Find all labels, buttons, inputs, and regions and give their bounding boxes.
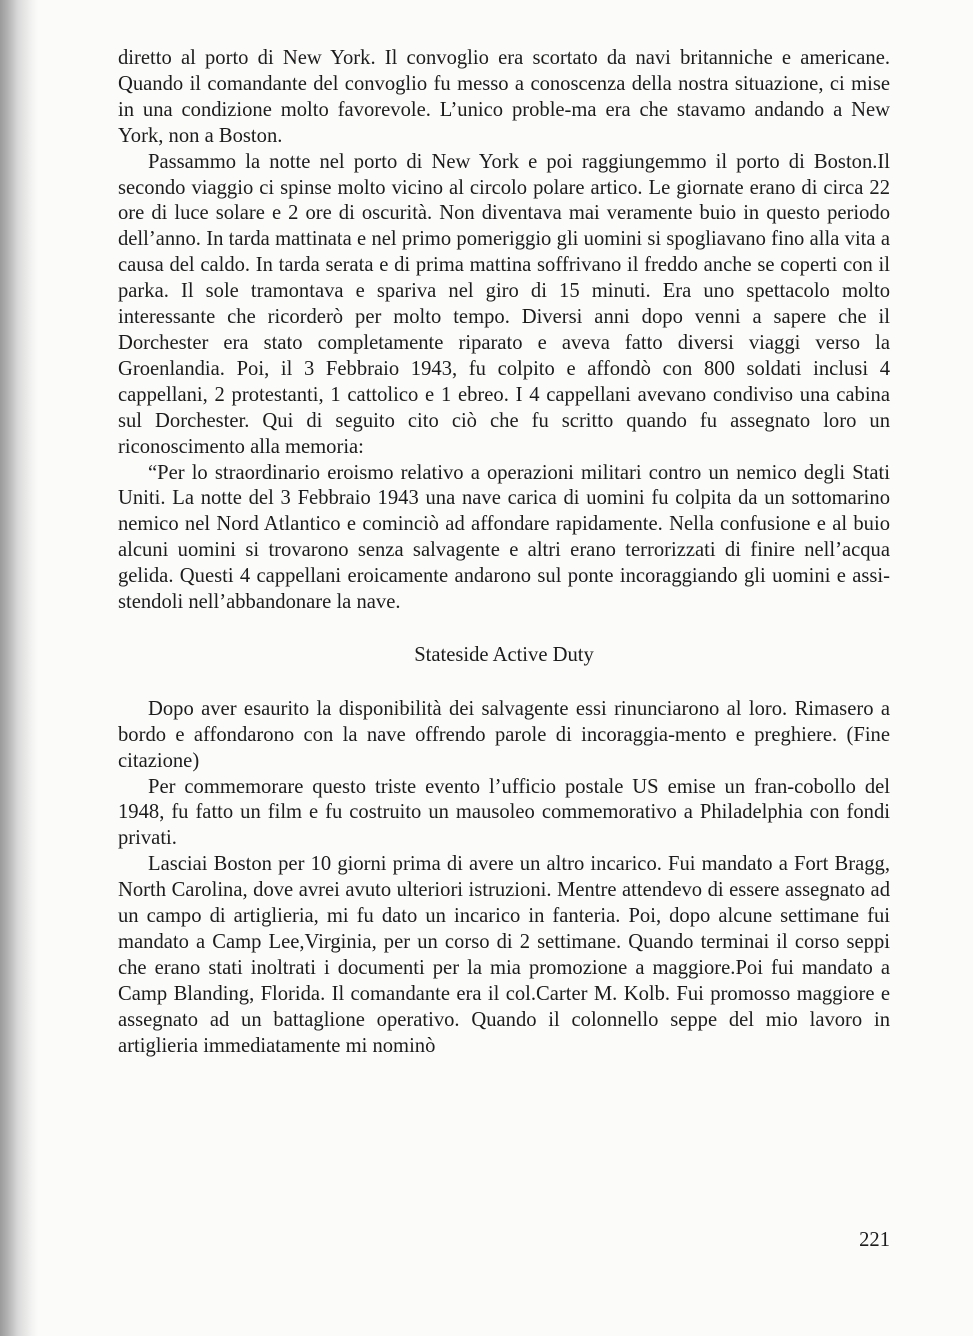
paragraph-new-assignment: Lasciai Boston per 10 giorni prima di avere un altro incarico. Fui mandato a Fort Bragg, North Carolina, dove avrei avuto ulteriori istruzioni. Mentre attendevo di essere assegnato ad un campo di artiglieria, mi fu dato un incarico in fanteria. Poi, dopo alcune settimane fui mandato a Camp Lee,Virginia, per un corso di 2 settimane. Quando terminai il corso seppi che erano stati inoltrati i documenti per la mia promozione a maggiore.Poi fui mandato a Camp Blanding, Florida. Il comandante era il col.Carter M. Kolb. Fui promosso maggiore e assegnato ad un battaglione operativo. Quando il colonnello seppe del mio lavoro in artiglieria immediatamente mi nominò [118,853,890,1057]
book-binding-shadow [0,0,38,1336]
paragraph-arctic-voyage: Passammo la notte nel porto di New York e poi raggiungemmo il porto di Boston.Il secondo viaggio ci spinse molto vicino al circolo polare artico. Le giornate erano di circa 22 ore di luce solare e 2 ore di oscurità. Non diventava mai veramente buio in questo periodo dell’anno. In tarda mattinata e nel primo pomeriggio gli uomini si spogliavano fino alla vita a causa del caldo. In tarda serata e di prima mattina soffrivano il freddo anche se coperti con il parka. Il sole tramontava e spariva nel giro di 15 minuti. Era uno spettacolo molto interessante che ricorderò per molto tempo. Diversi anni dopo venni a sapere che il Dorchester era stato completamente riparato e aveva fatto diversi viaggi verso la Groenlandia. Poi, il 3 Febbraio 1943, fu colpito e affondò con 800 soldati inclusi 4 cappellani, 2 protestanti, 1 cattolico e 1 ebreo. I 4 cappellani avevano condiviso una cabina sul Dorchester. Qui di seguito cito ciò che fu scritto quando fu assegnato loro un riconoscimento alla memoria: [118,150,890,458]
paragraph-citation-quote: “Per lo straordinario eroismo relativo a operazioni militari contro un nemico degli Stati Uniti. La notte del 3 Febbraio 1943 una nave carica di uomini fu colpita da un sottomarino nemico nel Nord Atlantico e cominciò ad affondare rapidamente. Nella confusione e al buio alcuni uomini si trovarono senza salvagente e altri erano terrorizzati di finire nell’acqua gelida. Questi 4 cappellani eroicamente andarono sul ponte incoraggiando gli uomini e assi-stendoli nell’abbandonare la nave. [118,461,890,614]
page-number: 221 [859,1229,890,1251]
paragraph-commemoration: Per commemorare questo triste evento l’ufficio postale US emise un fran-cobollo del 1948, fu fatto un film e fu costruito un mausoleo commemorativo a Philadelphia con fondi privati. [118,775,890,850]
section-heading: Stateside Active Duty [414,643,594,666]
paragraph-quote-end: Dopo aver esaurito la disponibilità dei salvagente essi rinunciarono al loro. Rimasero a bordo e affondarono con la nave offrendo parole di incoraggia-mento e preghiere. (Fine citazione) [118,697,890,772]
body-text [118,46,890,1060]
paragraph-continuation: diretto al porto di New York. Il convoglio era scortato da navi britanniche e americane. Quando il comandante del convoglio fu messo a conoscenza della nostra situazione, ci mise in una condizione molto favorevole. L’unico proble-ma era che stavamo andando a New York, non a Boston. [118,47,890,147]
